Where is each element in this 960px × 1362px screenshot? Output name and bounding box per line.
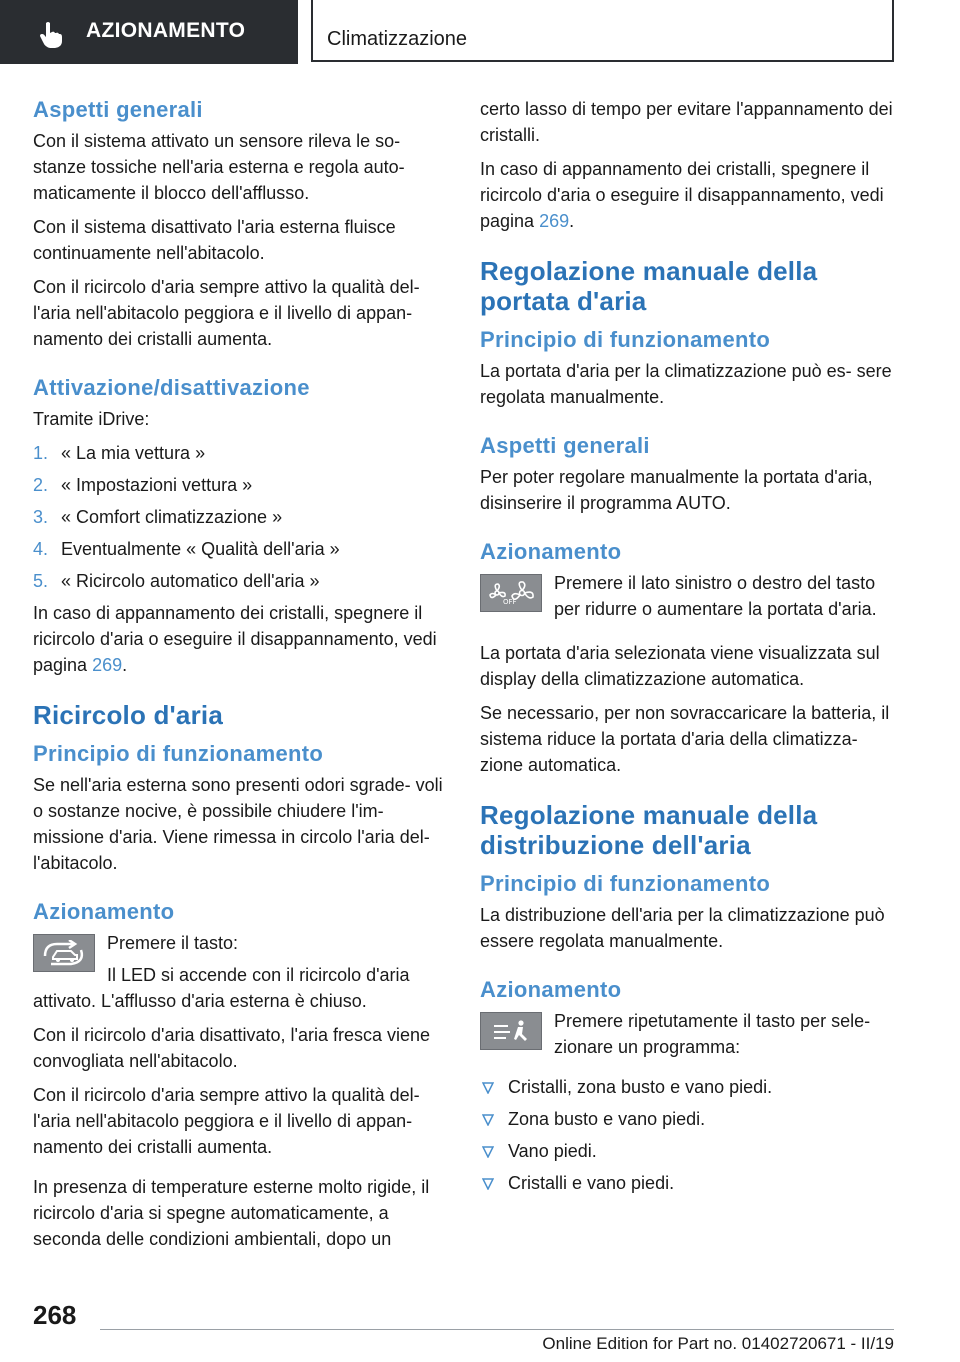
air-distribution-icon	[491, 1018, 531, 1044]
page-link[interactable]: 269	[539, 211, 570, 231]
list-item: Cristalli e vano piedi.	[480, 1170, 898, 1196]
page-link[interactable]: 269	[92, 655, 123, 675]
step-text: « Impostazioni vettura »	[61, 475, 253, 495]
chapter-tab	[0, 0, 298, 64]
section-label: Climatizzazione	[327, 28, 468, 50]
page-number: 268	[33, 1300, 77, 1330]
paragraph: Con il sistema attivato un sensore rileva le so- stanze tossiche nell'aria esterna e regola auto- maticamente il blocco dell'afflusso.	[33, 131, 405, 203]
paragraph: In caso di appannamento dei cristalli, spegnere il ricircolo d'aria o eseguire il disappannamento, vedi pagina 269.	[33, 603, 437, 675]
heading-principle: Principio di funzionamento	[480, 871, 771, 896]
right-column	[480, 96, 898, 1202]
program-list	[480, 1074, 898, 1196]
heading-recirculation: Ricircolo d'aria	[33, 700, 223, 730]
list-item	[33, 440, 449, 466]
list-item	[33, 504, 449, 530]
paragraph: Con il ricircolo d'aria disattivato, l'aria fresca viene convogliata nell'abitacolo.	[33, 1025, 431, 1071]
heading-general: Aspetti generali	[33, 97, 203, 122]
list-item: Vano piedi.	[480, 1138, 898, 1164]
paragraph: Con il ricircolo d'aria sempre attivo la qualità del- l'aria nell'abitacolo peggiora e il livello di appan- namento dei cristalli aumenta.	[33, 1085, 420, 1157]
heading-operation: Azionamento	[33, 899, 175, 924]
paragraph: Con il sistema disattivato l'aria esterna fluisce continuamente nell'abitacolo.	[33, 217, 396, 263]
footer-divider	[100, 1329, 894, 1330]
recirculation-button	[33, 934, 95, 972]
step-number: 4.	[33, 539, 49, 559]
button-illustration-row	[480, 1008, 898, 1066]
air-distribution-button	[480, 1012, 542, 1050]
paragraph: La portata d'aria selezionata viene visualizzata sul display della climatizzazione automatica.	[480, 643, 880, 689]
header-bar	[0, 0, 960, 66]
heading-principle: Principio di funzionamento	[480, 327, 771, 352]
paragraph: certo lasso di tempo per evitare l'appannamento dei cristalli.	[480, 99, 893, 145]
step-text: « Ricircolo automatico dell'aria »	[61, 571, 320, 591]
recirculation-icon	[41, 940, 87, 966]
paragraph: Per poter regolare manualmente la portata d'aria, disinserire il programma AUTO.	[480, 467, 873, 513]
list-item	[33, 536, 449, 562]
step-list	[33, 440, 449, 594]
svg-text:OFF: OFF	[503, 598, 517, 606]
triangle-bullet-icon	[482, 1178, 494, 1190]
list-item: Zona busto e vano piedi.	[480, 1106, 898, 1132]
step-number: 5.	[33, 571, 49, 591]
step-text: Eventualmente « Qualità dell'aria »	[61, 539, 340, 559]
heading-general: Aspetti generali	[480, 433, 650, 458]
triangle-bullet-icon	[482, 1114, 494, 1126]
paragraph: Tramite iDrive:	[33, 409, 150, 429]
paragraph: La distribuzione dell'aria per la climatizzazione può essere regolata manualmente.	[480, 905, 885, 951]
paragraph: Premere ripetutamente il tasto per sele- zionare un programma:	[554, 1011, 871, 1057]
section-tab	[311, 0, 894, 62]
paragraph: attivato. L'afflusso d'aria esterna è chiuso.	[33, 991, 367, 1011]
paragraph: Se necessario, per non sovraccaricare la batteria, il sistema riduce la portata d'aria della climatizza- zione automatica.	[480, 703, 890, 775]
triangle-bullet-icon	[482, 1146, 494, 1158]
heading-operation: Azionamento	[480, 539, 622, 564]
heading-manual-flow: Regolazione manuale della portata d'aria	[480, 256, 818, 316]
step-text: « La mia vettura »	[61, 443, 206, 463]
step-number: 1.	[33, 443, 49, 463]
list-item	[33, 568, 449, 594]
list-item: Cristalli, zona busto e vano piedi.	[480, 1074, 898, 1100]
step-number: 3.	[33, 507, 49, 527]
paragraph: Se nell'aria esterna sono presenti odori sgrade- voli o sostanze nocive, è possibile chiudere l'im- missione d'aria. Viene rimessa in circolo l'aria del- l'abitacolo.	[33, 775, 443, 873]
chapter-label: AZIONAMENTO	[86, 19, 246, 42]
hand-pointer-icon	[38, 21, 64, 49]
paragraph: Il LED si accende con il ricircolo d'aria	[107, 965, 410, 985]
list-item	[33, 472, 449, 498]
button-illustration-row	[480, 570, 898, 628]
paragraph: In presenza di temperature esterne molto rigide, il ricircolo d'aria si spegne automaticamente, a seconda delle condizioni ambientali, dopo un	[33, 1177, 430, 1249]
step-text: « Comfort climatizzazione »	[61, 507, 283, 527]
paragraph: Con il ricircolo d'aria sempre attivo la qualità del- l'aria nell'abitacolo peggiora e il livello di appan- namento dei cristalli aumenta.	[33, 277, 420, 349]
paragraph: In caso di appannamento dei cristalli, spegnere il ricircolo d'aria o eseguire il disappannamento, vedi pagina 269.	[480, 159, 884, 231]
left-column	[33, 96, 449, 1260]
heading-manual-distribution: Regolazione manuale della distribuzione dell'aria	[480, 800, 818, 860]
fan-speed-button	[480, 574, 542, 612]
triangle-bullet-icon	[482, 1082, 494, 1094]
fan-icon	[485, 580, 537, 606]
heading-operation: Azionamento	[480, 977, 622, 1002]
paragraph: Premere il tasto:	[107, 933, 239, 953]
paragraph: La portata d'aria per la climatizzazione può es- sere regolata manualmente.	[480, 361, 892, 407]
edition-note: Online Edition for Part no. 01402720671 - II/19	[542, 1334, 894, 1353]
step-number: 2.	[33, 475, 49, 495]
heading-activation: Attivazione/disattivazione	[33, 375, 310, 400]
paragraph: Premere il lato sinistro o destro del tasto per ridurre o aumentare la portata d'aria.	[554, 573, 877, 619]
button-illustration-row	[33, 930, 449, 988]
heading-principle: Principio di funzionamento	[33, 741, 324, 766]
